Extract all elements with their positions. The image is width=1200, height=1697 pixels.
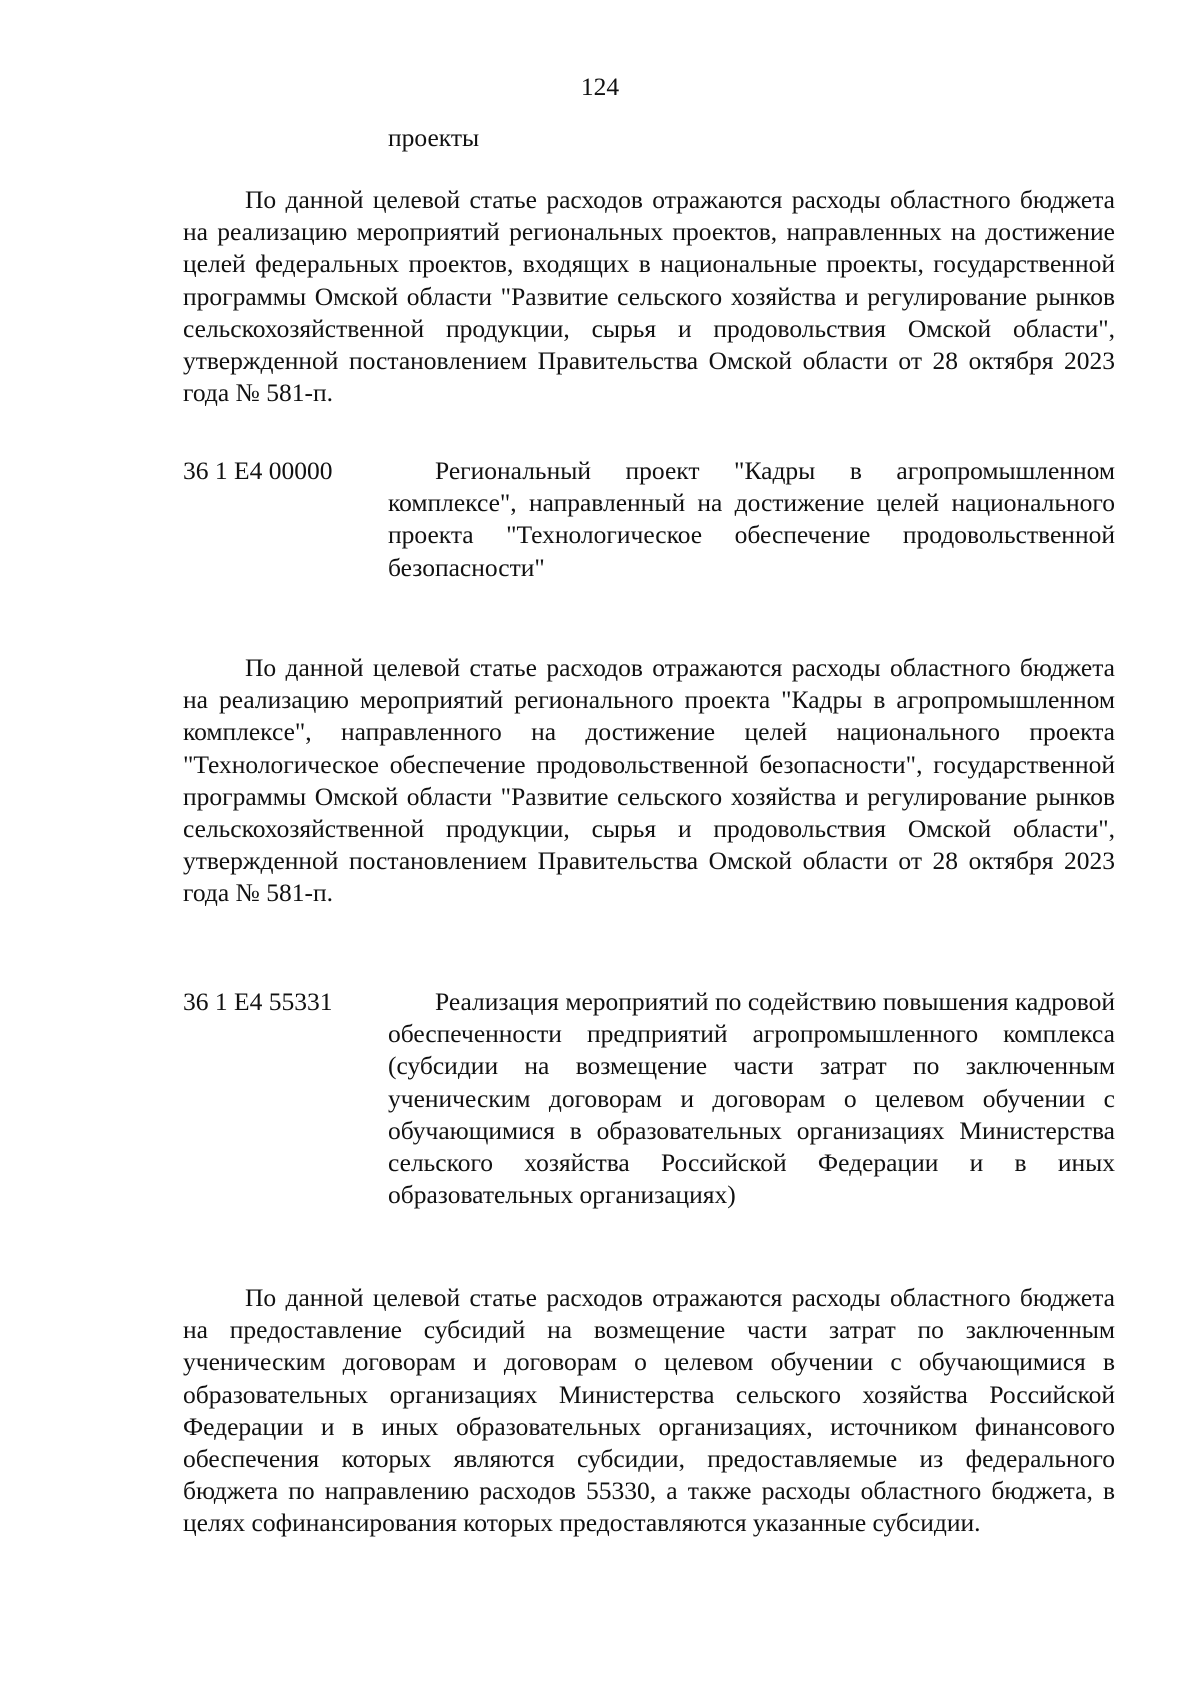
continued-entry-title: проекты	[388, 123, 480, 152]
paragraph-agro-personnel-project: По данной целевой статье расходов отражаются расходы областного бюджета на реализацию мероприятий регионального проекта "Кадры в агропромышленном комплексе", направленного на достижение целей национального проекта "Технологическое обеспечение продовольственной безопасности", государственной программы Омской области "Развитие сельского хозяйства и регулирование рынков сельскохозяйственной продукции, сырья и продовольствия Омской области", утвержденной постановлением Правительства Омской области от 28 октября 2023 года № 581-п.	[183, 653, 1115, 908]
paragraph-regional-projects: По данной целевой статье расходов отражаются расходы областного бюджета на реализацию мероприятий региональных проектов, направленных на достижение целей федеральных проектов, входящих в национальные проекты, государственной программы Омской области "Развитие сельского хозяйства и регулирование рынков сельскохозяйственной продукции, сырья и продовольствия Омской области", утвержденной постановлением Правительства Омской области от 28 октября 2023 года № 581-п.	[183, 185, 1115, 408]
entry-code: 36 1 Е4 55331	[183, 987, 333, 1016]
entry-title: Региональный проект "Кадры в агропромышленном комплексе", направленный на достижение целей национального проекта "Технологическое обеспечение продовольственной безопасности"	[388, 456, 1115, 582]
entry-36-1-e4-00000	[183, 455, 1115, 584]
page-number: 124	[580, 72, 620, 101]
paragraph-subsidies: По данной целевой статье расходов отражаются расходы областного бюджета на предоставление субсидий на возмещение части затрат по заключенным ученическим договорам и договорам о целевом обучении с обучающимися в образовательных организациях Министерства сельского хозяйства Российской Федерации и в иных образовательных организациях, источником финансового обеспечения которых являются субсидии, предоставляемые из федерального бюджета по направлению расходов 55330, а также расходы областного бюджета, в целях софинансирования которых предоставляются указанные субсидии.	[183, 1283, 1115, 1538]
entry-code: 36 1 Е4 00000	[183, 456, 333, 485]
entry-title: Реализация мероприятий по содействию повышения кадровой обеспеченности предприятий агропромышленного комплекса (субсидии на возмещение части затрат по заключенным ученическим договорам и договорам о целевом обучении с обучающимися в образовательных организациях Министерства сельского хозяйства Российской Федерации и в иных образовательных организациях)	[388, 987, 1115, 1210]
entry-36-1-e4-55331	[183, 986, 1115, 1211]
